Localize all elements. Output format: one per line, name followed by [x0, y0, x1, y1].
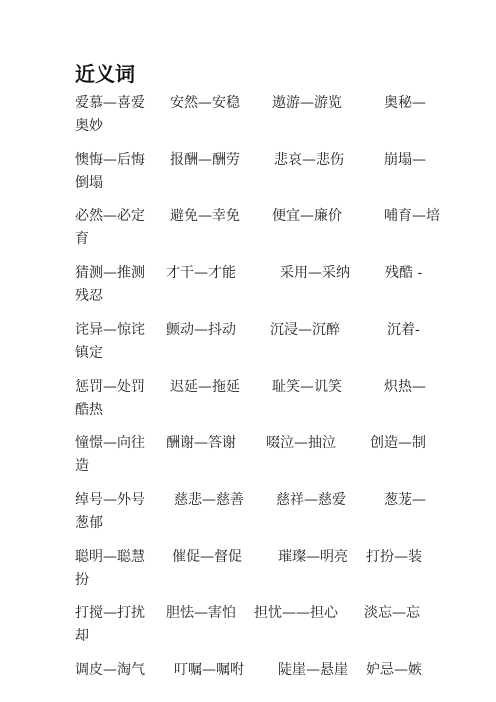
synonym-pair: 憧憬—向往: [75, 435, 145, 452]
synonym-row: [0, 659, 496, 681]
wrapped-continuation: 倒塌: [75, 174, 103, 191]
synonym-pair: 炽热—: [384, 378, 426, 395]
synonym-row: [0, 489, 496, 511]
synonym-pair: 璀璨—明亮: [278, 548, 348, 565]
wrapped-continuation: 镇定: [75, 344, 103, 361]
synonym-row: [0, 432, 496, 454]
synonym-pair: 崩塌—: [384, 151, 426, 168]
synonym-pair: 淡忘—忘: [364, 605, 420, 622]
synonym-pair: 打扮—装: [366, 548, 422, 565]
synonym-pair: 啜泣—抽泣: [266, 435, 336, 452]
synonym-pair: 哺育—培: [384, 208, 440, 225]
synonym-pair: 葱茏—: [384, 491, 426, 508]
synonym-row: [0, 546, 496, 568]
synonym-pair: 沉着-: [387, 321, 420, 338]
synonym-pair: 慈祥—慈爱: [276, 491, 346, 508]
synonym-row: [0, 319, 496, 341]
synonym-pair: 催促—督促: [172, 548, 242, 565]
wrapped-continuation: 造: [75, 458, 89, 475]
synonym-pair: 调皮—淘气: [75, 662, 145, 678]
synonym-pair: 打搅—打扰: [75, 605, 145, 622]
synonym-pair: 奥秘—: [384, 95, 426, 111]
synonym-row: [0, 376, 496, 398]
synonym-pair: 耻笑—讥笑: [272, 378, 342, 395]
wrapped-continuation: 奥妙: [75, 118, 103, 134]
synonym-row: [0, 262, 496, 284]
synonym-pair: 惩罚—处罚: [75, 378, 145, 395]
synonym-row: [0, 92, 496, 114]
synonym-row: [0, 149, 496, 171]
synonym-pair: 遨游—游览: [272, 95, 342, 111]
synonym-pair: 绰号—外号: [75, 491, 145, 508]
synonym-pair: 才干—才能: [166, 265, 236, 282]
wrapped-continuation: 葱郁: [75, 514, 103, 531]
synonym-pair: 聪明—聪慧: [75, 548, 145, 565]
synonym-pair: 猜测—推测: [75, 265, 145, 282]
synonym-pair: 诧异—惊诧: [75, 321, 145, 338]
synonym-pair: 酬谢—答谢: [166, 435, 236, 452]
synonym-pair: 安然—安稳: [170, 95, 240, 111]
synonym-pair: 沉浸—沉醉: [270, 321, 340, 338]
synonym-pair: 便宜—廉价: [272, 208, 342, 225]
synonym-pair: 慈悲—慈善: [174, 491, 244, 508]
wrapped-continuation: 育: [75, 231, 89, 248]
wrapped-continuation: 扮: [75, 571, 89, 588]
synonym-pair: 迟延—拖延: [170, 378, 240, 395]
synonym-pair: 悲哀—悲伤: [274, 151, 344, 168]
page-title: 近义词: [75, 62, 135, 86]
synonym-pair: 报酬—酬劳: [170, 151, 240, 168]
synonym-pair: 颤动—抖动: [166, 321, 236, 338]
synonym-row: [0, 205, 496, 227]
synonym-pair: 爱慕—喜爱: [75, 95, 145, 111]
synonym-pair: 陡崖—悬崖: [278, 662, 348, 678]
wrapped-continuation: 酷热: [75, 401, 103, 418]
synonym-pair: 妒忌—嫉: [366, 662, 422, 678]
synonym-row: [0, 602, 496, 624]
synonym-pair: 必然—必定: [75, 208, 145, 225]
synonym-pair: 叮嘱—嘱咐: [174, 662, 244, 678]
wrapped-continuation: 却: [75, 628, 89, 645]
synonym-pair: 创造—制: [370, 435, 426, 452]
synonym-pair: 残酷 -: [385, 265, 423, 282]
synonym-pair: 担忧——担心: [254, 605, 338, 622]
synonym-pair: 懊悔—后悔: [75, 151, 145, 168]
synonym-pair: 避免—幸免: [170, 208, 240, 225]
synonym-pair: 胆怯—害怕: [166, 605, 236, 622]
wrapped-continuation: 残忍: [75, 288, 103, 305]
synonym-pair: 采用—采纳: [280, 265, 350, 282]
